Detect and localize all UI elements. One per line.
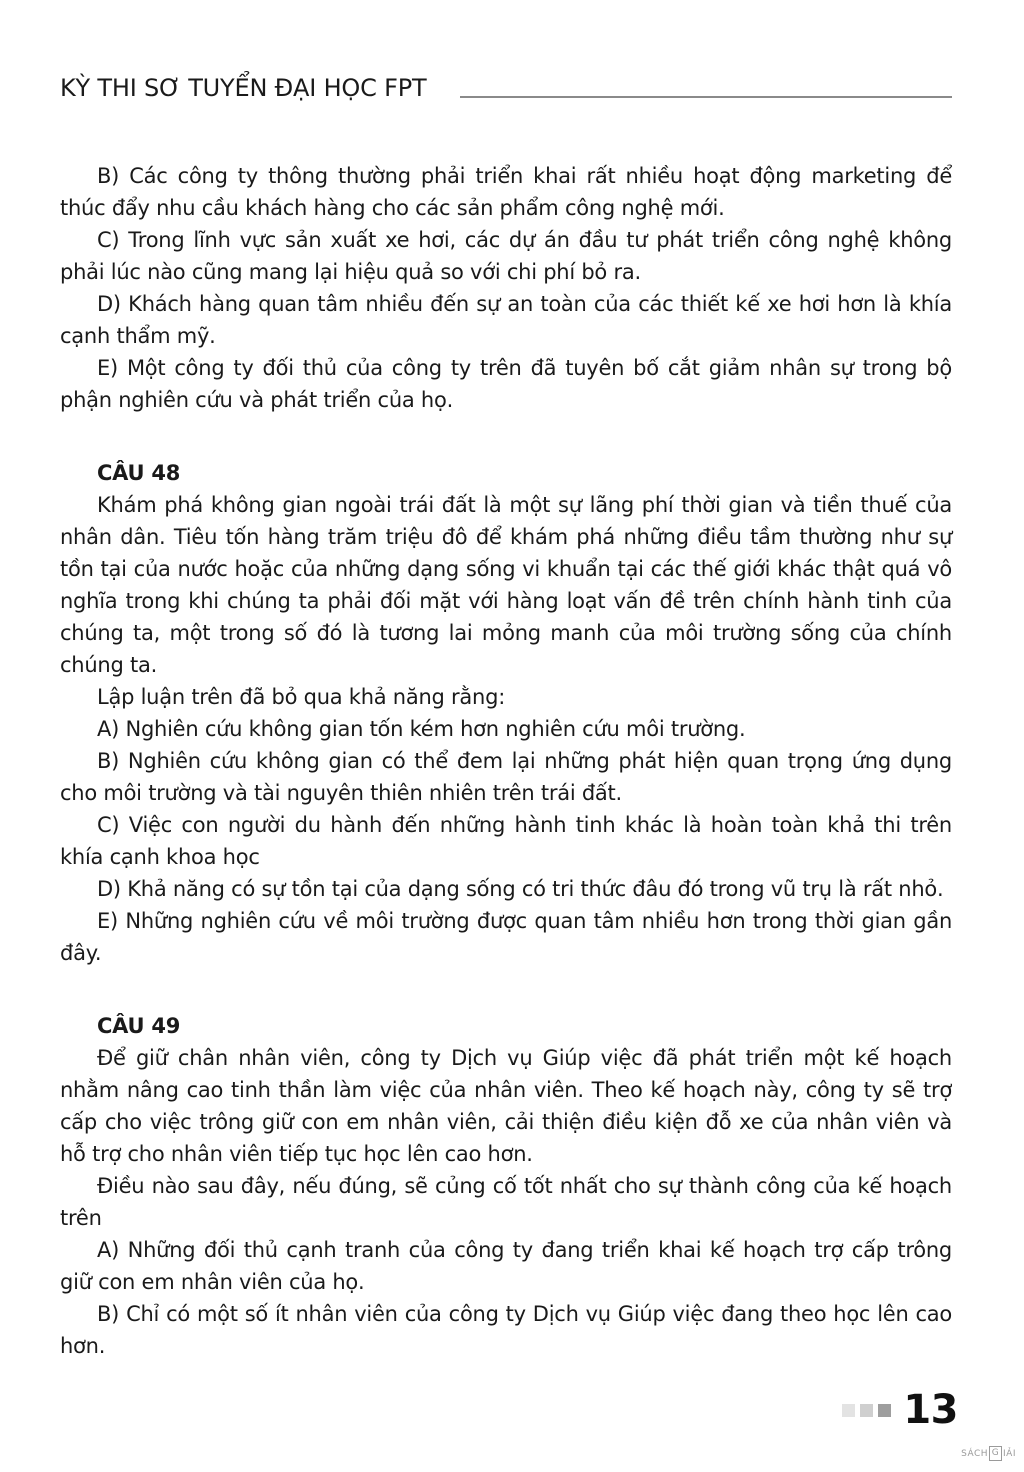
- answer-option: B) Nghiên cứu không gian có thể đem lại những phát hiện quan trọng ứng dụng cho môi trường và tài nguyên thiên nhiên trên trái đất.: [60, 749, 952, 805]
- question-prompt: Điều nào sau đây, nếu đúng, sẽ củng cố tốt nhất cho sự thành công của kế hoạch trên: [60, 1174, 952, 1230]
- page-content: [60, 160, 952, 1362]
- question-title: CÂU 49: [97, 1014, 181, 1038]
- question-48: [60, 457, 952, 969]
- decorative-square: [860, 1404, 873, 1417]
- watermark-text-right: IẢI: [1003, 1448, 1016, 1459]
- answer-option: A) Nghiên cứu không gian tốn kém hơn nghiên cứu môi trường.: [97, 717, 746, 741]
- answer-option: C) Việc con người du hành đến những hành tinh khác là hoàn toàn khả thi trên khía cạnh khoa học: [60, 813, 952, 869]
- watermark-text-left: SÁCH: [961, 1448, 989, 1459]
- question-prompt: Lập luận trên đã bỏ qua khả năng rằng:: [97, 685, 506, 709]
- question-passage: Để giữ chân nhân viên, công ty Dịch vụ Giúp việc đã phát triển một kế hoạch nhằm nâng cao tinh thần làm việc của nhân viên. Theo kế hoạch này, công ty sẽ trợ cấp cho việc trông giữ con em nhân viên, cải thiện điều kiện đỗ xe của nhân viên và hỗ trợ cho nhân viên tiếp tục học lên cao hơn.: [60, 1046, 952, 1166]
- watermark-logo: [961, 1446, 1016, 1461]
- page-header: [60, 74, 952, 114]
- header-title: KỲ THI SƠ TUYỂN ĐẠI HỌC FPT: [60, 74, 427, 102]
- decorative-square: [842, 1404, 855, 1417]
- answer-option: E) Những nghiên cứu về môi trường được quan tâm nhiều hơn trong thời gian gần đây.: [60, 909, 952, 965]
- page-marker: [842, 1386, 958, 1434]
- answer-option: E) Một công ty đối thủ của công ty trên đã tuyên bố cắt giảm nhân sự trong bộ phận nghiên cứu và phát triển của họ.: [60, 356, 952, 412]
- watermark-box-letter: G: [989, 1446, 1002, 1461]
- decorative-square: [878, 1404, 891, 1417]
- intro-options: [60, 160, 952, 416]
- question-passage: Khám phá không gian ngoài trái đất là một sự lãng phí thời gian và tiền thuế của nhân dân. Tiêu tốn hàng trăm triệu đô để khám phá những điều tầm thường như sự tồn tại của nước hoặc của những dạng sống vi khuẩn tại các thế giới khác thật quá vô nghĩa trong khi chúng ta phải đối mặt với hàng loạt vấn đề trên chính hành tinh của chúng ta, một trong số đó là tương lai mỏng manh của môi trường sống của chính chúng ta.: [60, 493, 952, 677]
- answer-option: D) Khả năng có sự tồn tại của dạng sống có tri thức đâu đó trong vũ trụ là rất nhỏ.: [97, 877, 944, 901]
- page-number: 13: [903, 1387, 958, 1433]
- header-rule: [460, 96, 952, 98]
- answer-option: C) Trong lĩnh vực sản xuất xe hơi, các dự án đầu tư phát triển công nghệ không phải lúc nào cũng mang lại hiệu quả so với chi phí bỏ ra.: [60, 228, 952, 284]
- question-title: CÂU 48: [97, 461, 181, 485]
- answer-option: D) Khách hàng quan tâm nhiều đến sự an toàn của các thiết kế xe hơi hơn là khía cạnh thẩm mỹ.: [60, 292, 952, 348]
- answer-option: B) Chỉ có một số ít nhân viên của công ty Dịch vụ Giúp việc đang theo học lên cao hơn.: [60, 1302, 952, 1358]
- answer-option: B) Các công ty thông thường phải triển khai rất nhiều hoạt động marketing để thúc đẩy nhu cầu khách hàng cho các sản phẩm công nghệ mới.: [60, 164, 952, 220]
- answer-option: A) Những đối thủ cạnh tranh của công ty đang triển khai kế hoạch trợ cấp trông giữ con em nhân viên của họ.: [60, 1238, 952, 1294]
- question-49: [60, 1010, 952, 1362]
